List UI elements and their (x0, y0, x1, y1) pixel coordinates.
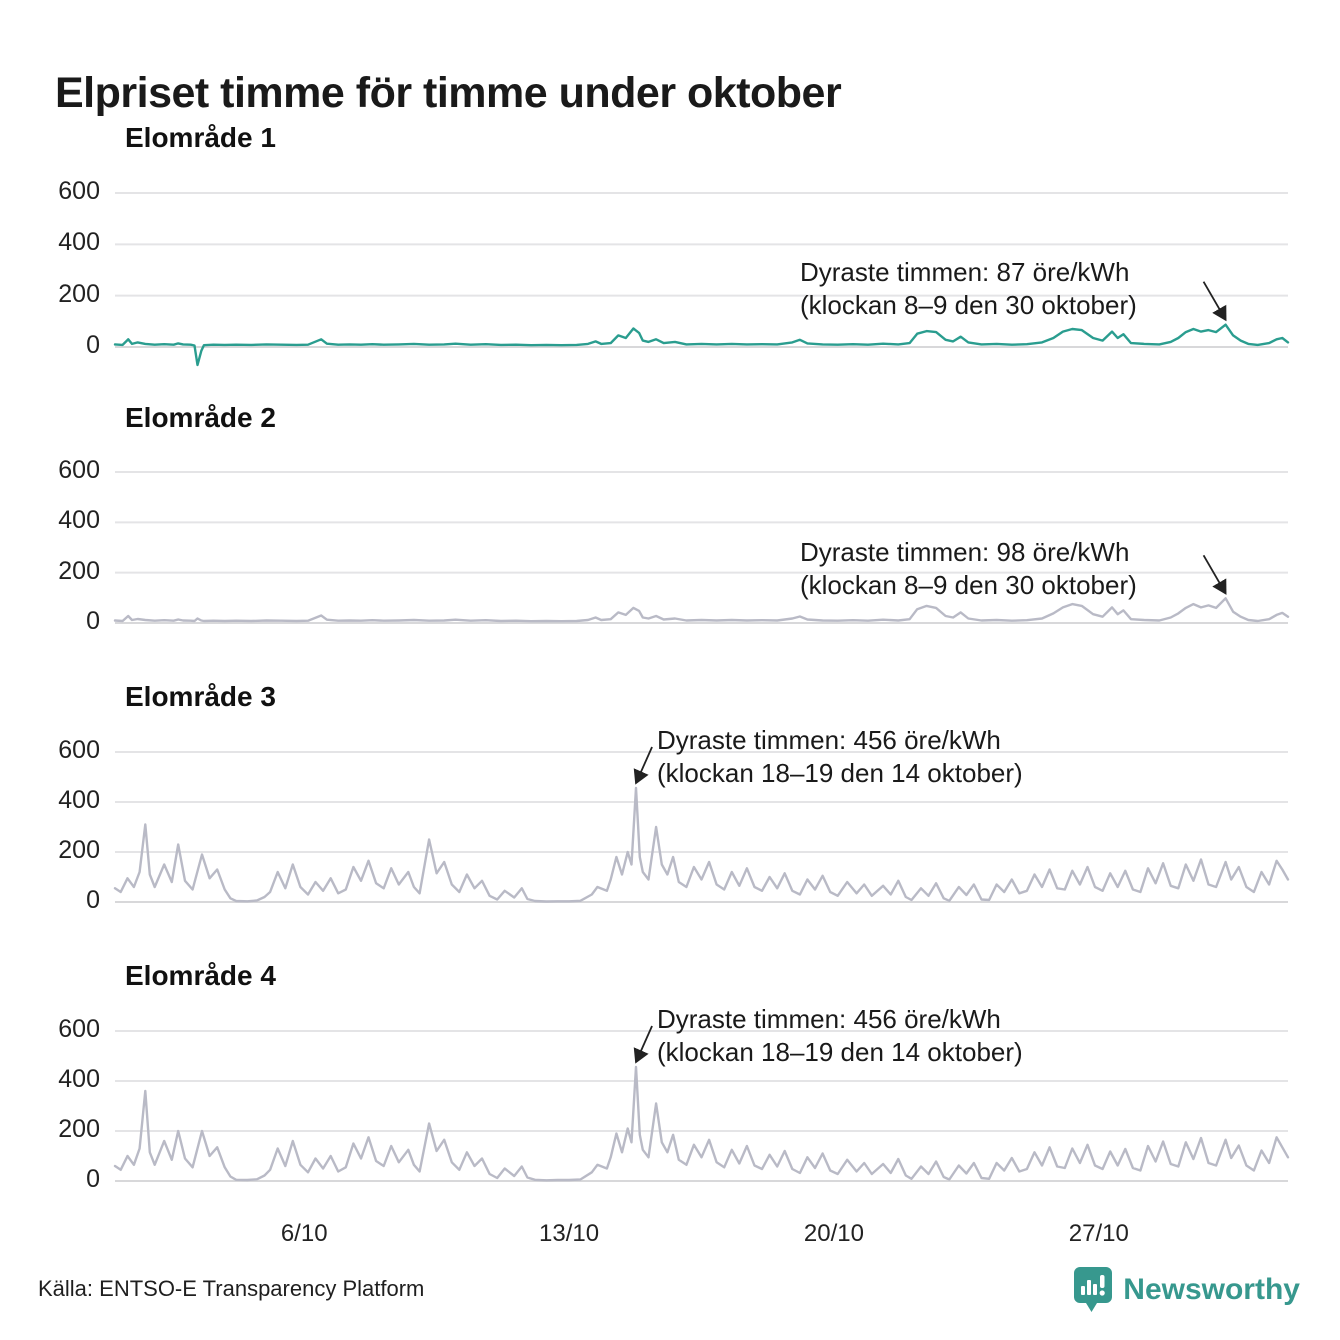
panel-title-elomrade-2: Elområde 2 (125, 402, 276, 433)
price-line-3 (115, 788, 1288, 902)
x-tick-label: 27/10 (1068, 1220, 1129, 1247)
annotation-arrow-2 (1204, 555, 1226, 593)
newsworthy-logo-text: Newsworthy (1123, 1273, 1300, 1306)
y-tick-label: 600 (58, 177, 100, 205)
annotation-elomrade-2 (800, 536, 1137, 602)
y-tick-label: 400 (58, 786, 100, 814)
annotation-arrows (636, 282, 1226, 1062)
y-tick-label: 0 (86, 331, 100, 359)
annotation-line: (klockan 8–9 den 30 oktober) (800, 290, 1137, 320)
x-tick-label: 6/10 (280, 1220, 328, 1247)
panel-title-elomrade-4: Elområde 4 (125, 960, 276, 991)
y-tick-label: 600 (58, 456, 100, 484)
annotation-line: (klockan 18–19 den 14 oktober) (657, 1037, 1023, 1067)
panel-title-elomrade-3: Elområde 3 (125, 681, 276, 712)
newsworthy-logo (1073, 1266, 1300, 1314)
page-title: Elpriset timme för timme under oktober (55, 68, 842, 117)
y-tick-label: 200 (58, 1115, 100, 1143)
annotation-elomrade-1 (800, 256, 1137, 322)
price-line-4 (115, 1067, 1288, 1180)
x-tick-label: 20/10 (803, 1220, 864, 1247)
annotation-elomrade-4 (657, 1003, 1023, 1069)
y-tick-label: 600 (58, 1015, 100, 1043)
y-tick-label: 200 (58, 556, 100, 585)
y-tick-label: 400 (58, 1065, 100, 1093)
y-tick-label: 600 (58, 736, 100, 764)
annotation-line: Dyraste timmen: 456 öre/kWh (657, 1004, 1001, 1034)
panel-title-elomrade-1: Elområde 1 (125, 122, 276, 153)
annotation-line: (klockan 18–19 den 14 oktober) (657, 758, 1023, 788)
newsworthy-logo-icon (1073, 1266, 1113, 1314)
y-tick-label: 0 (86, 1165, 100, 1193)
x-tick-label: 13/10 (539, 1220, 600, 1247)
annotation-line: (klockan 8–9 den 30 oktober) (800, 570, 1137, 600)
annotation-arrow-1 (1204, 282, 1226, 320)
annotation-line: Dyraste timmen: 456 öre/kWh (657, 725, 1001, 755)
y-tick-label: 0 (86, 886, 100, 914)
y-tick-label: 200 (58, 836, 100, 864)
y-tick-label: 400 (58, 506, 100, 535)
price-line-1 (115, 325, 1288, 365)
y-tick-label: 0 (86, 607, 100, 635)
source-credit: Källa: ENTSO-E Transparency Platform (38, 1276, 425, 1301)
annotation-line: Dyraste timmen: 98 öre/kWh (800, 537, 1130, 567)
y-tick-label: 200 (58, 279, 100, 308)
annotation-elomrade-3 (657, 724, 1023, 790)
annotation-line: Dyraste timmen: 87 öre/kWh (800, 257, 1130, 287)
y-tick-label: 400 (58, 228, 100, 257)
